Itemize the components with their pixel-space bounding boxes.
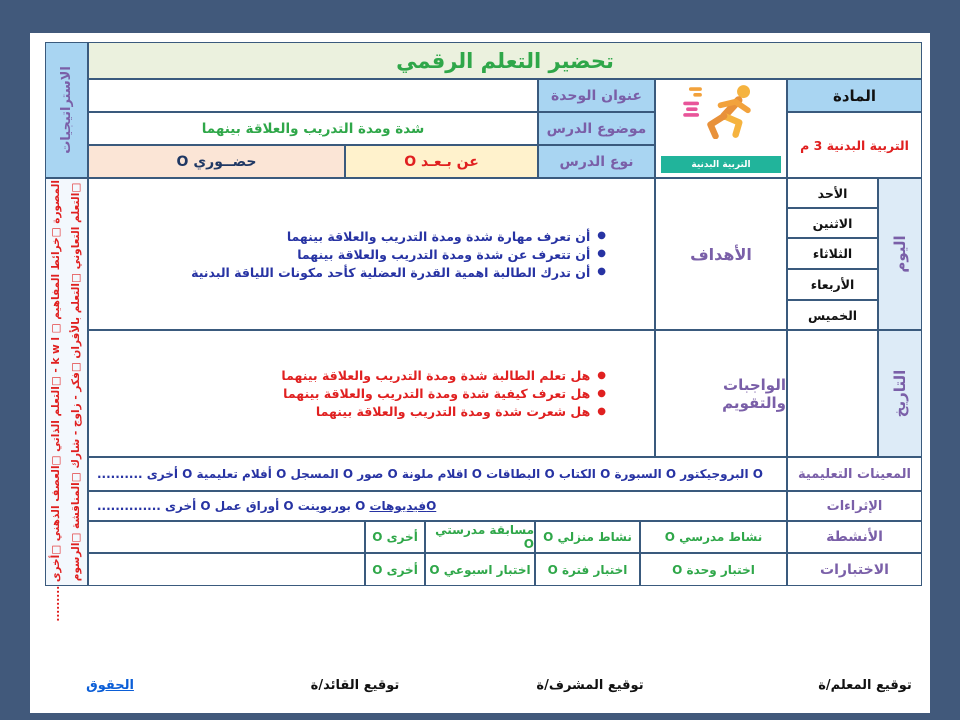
strategies-line-2: المصورة □خرائط المفاهيم □ k w l - □التعلم الذاتي □العصف الذهني □أخرى .........	[50, 180, 62, 622]
subject-logo-cell	[655, 79, 787, 178]
day-thursday: الخميس	[787, 300, 878, 330]
rights-link[interactable]: الحقوق	[86, 678, 134, 693]
test-weekly-option[interactable]: اختبار اسبوعي O	[425, 553, 535, 586]
objective-item	[287, 229, 606, 244]
tests-label: الاختبارات	[787, 553, 922, 586]
bullet-icon: ●	[597, 405, 606, 417]
subject-value: التربية البدنية 3 م	[787, 112, 922, 178]
tests-empty-cell	[88, 553, 365, 586]
objective-text: أن تتعرف عن شدة ومدة التدريب والعلاقة بينهما	[297, 246, 591, 262]
homework-text: هل تعلم الطالبة شدة ومدة التدريب والعلاقة بينهما	[281, 368, 591, 383]
lesson-type-label: نوع الدرس	[538, 145, 655, 178]
lesson-topic-value: شدة ومدة التدريب والعلاقة بينهما	[88, 112, 538, 145]
homework-item	[316, 404, 606, 419]
subject-label: المادة	[787, 79, 922, 112]
homework-text: هل شعرت شدة ومدة التدريب والعلاقة بينهما	[315, 404, 591, 419]
bullet-icon: ●	[597, 266, 606, 277]
lesson-topic-label: موضوع الدرس	[538, 112, 655, 145]
homework-text: هل تعرف كيفية شدة ومدة التدريب والعلاقة بينهما	[283, 386, 591, 401]
objectives-label: الأهداف	[655, 178, 787, 330]
teaching-aids-options[interactable]: O البروجيكتور O السبورة O الكتاب O البطاقات O اقلام ملونة O صور O المسجل O أفلام تعليمية O أخرى ..........	[88, 457, 787, 491]
supervisor-signature-label: توقيع المشرف/ة	[536, 678, 644, 693]
bullet-icon: ●	[597, 369, 606, 381]
objective-text: أن تعرف مهارة شدة ومدة التدريب والعلاقة بينهما	[286, 228, 591, 244]
homework-item	[283, 386, 606, 401]
day-strip-label: اليوم	[891, 235, 909, 273]
unit-title-label: عنوان الوحدة	[538, 79, 655, 112]
bullet-icon: ●	[597, 248, 606, 259]
activity-home-option[interactable]: نشاط منزلي O	[535, 521, 640, 553]
lesson-type-inperson-option[interactable]: حضــوري O	[88, 145, 345, 178]
logo-banner: التربية البدنية	[661, 156, 781, 173]
test-unit-option[interactable]: اختبار وحدة O	[640, 553, 787, 586]
day-monday: الاثنين	[787, 208, 878, 238]
videos-link[interactable]: Oفيديوهات	[369, 499, 437, 513]
activity-other-option[interactable]: أخرى O	[365, 521, 425, 553]
test-other-option[interactable]: أخرى O	[365, 553, 425, 586]
page-title: تحضير التعلم الرقمي	[88, 42, 922, 79]
bullet-icon: ●	[597, 387, 606, 399]
runner-icon	[670, 83, 774, 139]
bullet-icon: ●	[597, 230, 606, 241]
teacher-signature-label: توقيع المعلم/ة	[818, 678, 912, 693]
homework-item	[281, 368, 606, 383]
enrichments-options	[88, 491, 787, 521]
activities-empty-cell	[88, 521, 365, 553]
strategies-line-1: □التعلم التعاوني □التعلم بالأقران □فكر - زاوج - شارك □المناقشة □الرسوم	[70, 182, 82, 582]
teaching-aids-label: المعينات التعليمية	[787, 457, 922, 491]
objective-item	[297, 247, 606, 262]
date-value-cell[interactable]	[787, 330, 878, 457]
leader-signature-label: توقيع القائد/ة	[310, 678, 400, 693]
enrichments-label: الإثراءات	[787, 491, 922, 521]
homework-content	[88, 330, 655, 457]
day-tuesday: الثلاثاء	[787, 238, 878, 269]
objectives-content	[88, 178, 655, 330]
day-sunday: الأحد	[787, 178, 878, 208]
test-period-option[interactable]: اختبار فترة O	[535, 553, 640, 586]
day-wednesday: الأربعاء	[787, 269, 878, 300]
objective-text: أن تدرك الطالبة اهمية القدرة العضلية كأحد مكونات اللياقة البدنية	[191, 264, 591, 280]
lesson-type-remote-option[interactable]: عن بـعـد O	[345, 145, 538, 178]
enrichments-rest[interactable]: O بوربوينت O أوراق عمل O أخرى ..............	[97, 499, 366, 513]
activity-contest-option[interactable]: مسابقة مدرستي O	[425, 521, 535, 553]
strategies-header-label: الاستراتيجيات	[59, 66, 74, 154]
activity-school-option[interactable]: نشاط مدرسي O	[640, 521, 787, 553]
activities-label: الأنشطة	[787, 521, 922, 553]
objective-item	[191, 265, 606, 280]
homework-label: الواجبات والتقويم	[655, 330, 787, 457]
date-strip-label: التاريخ	[891, 369, 909, 418]
unit-title-value[interactable]	[88, 79, 538, 112]
